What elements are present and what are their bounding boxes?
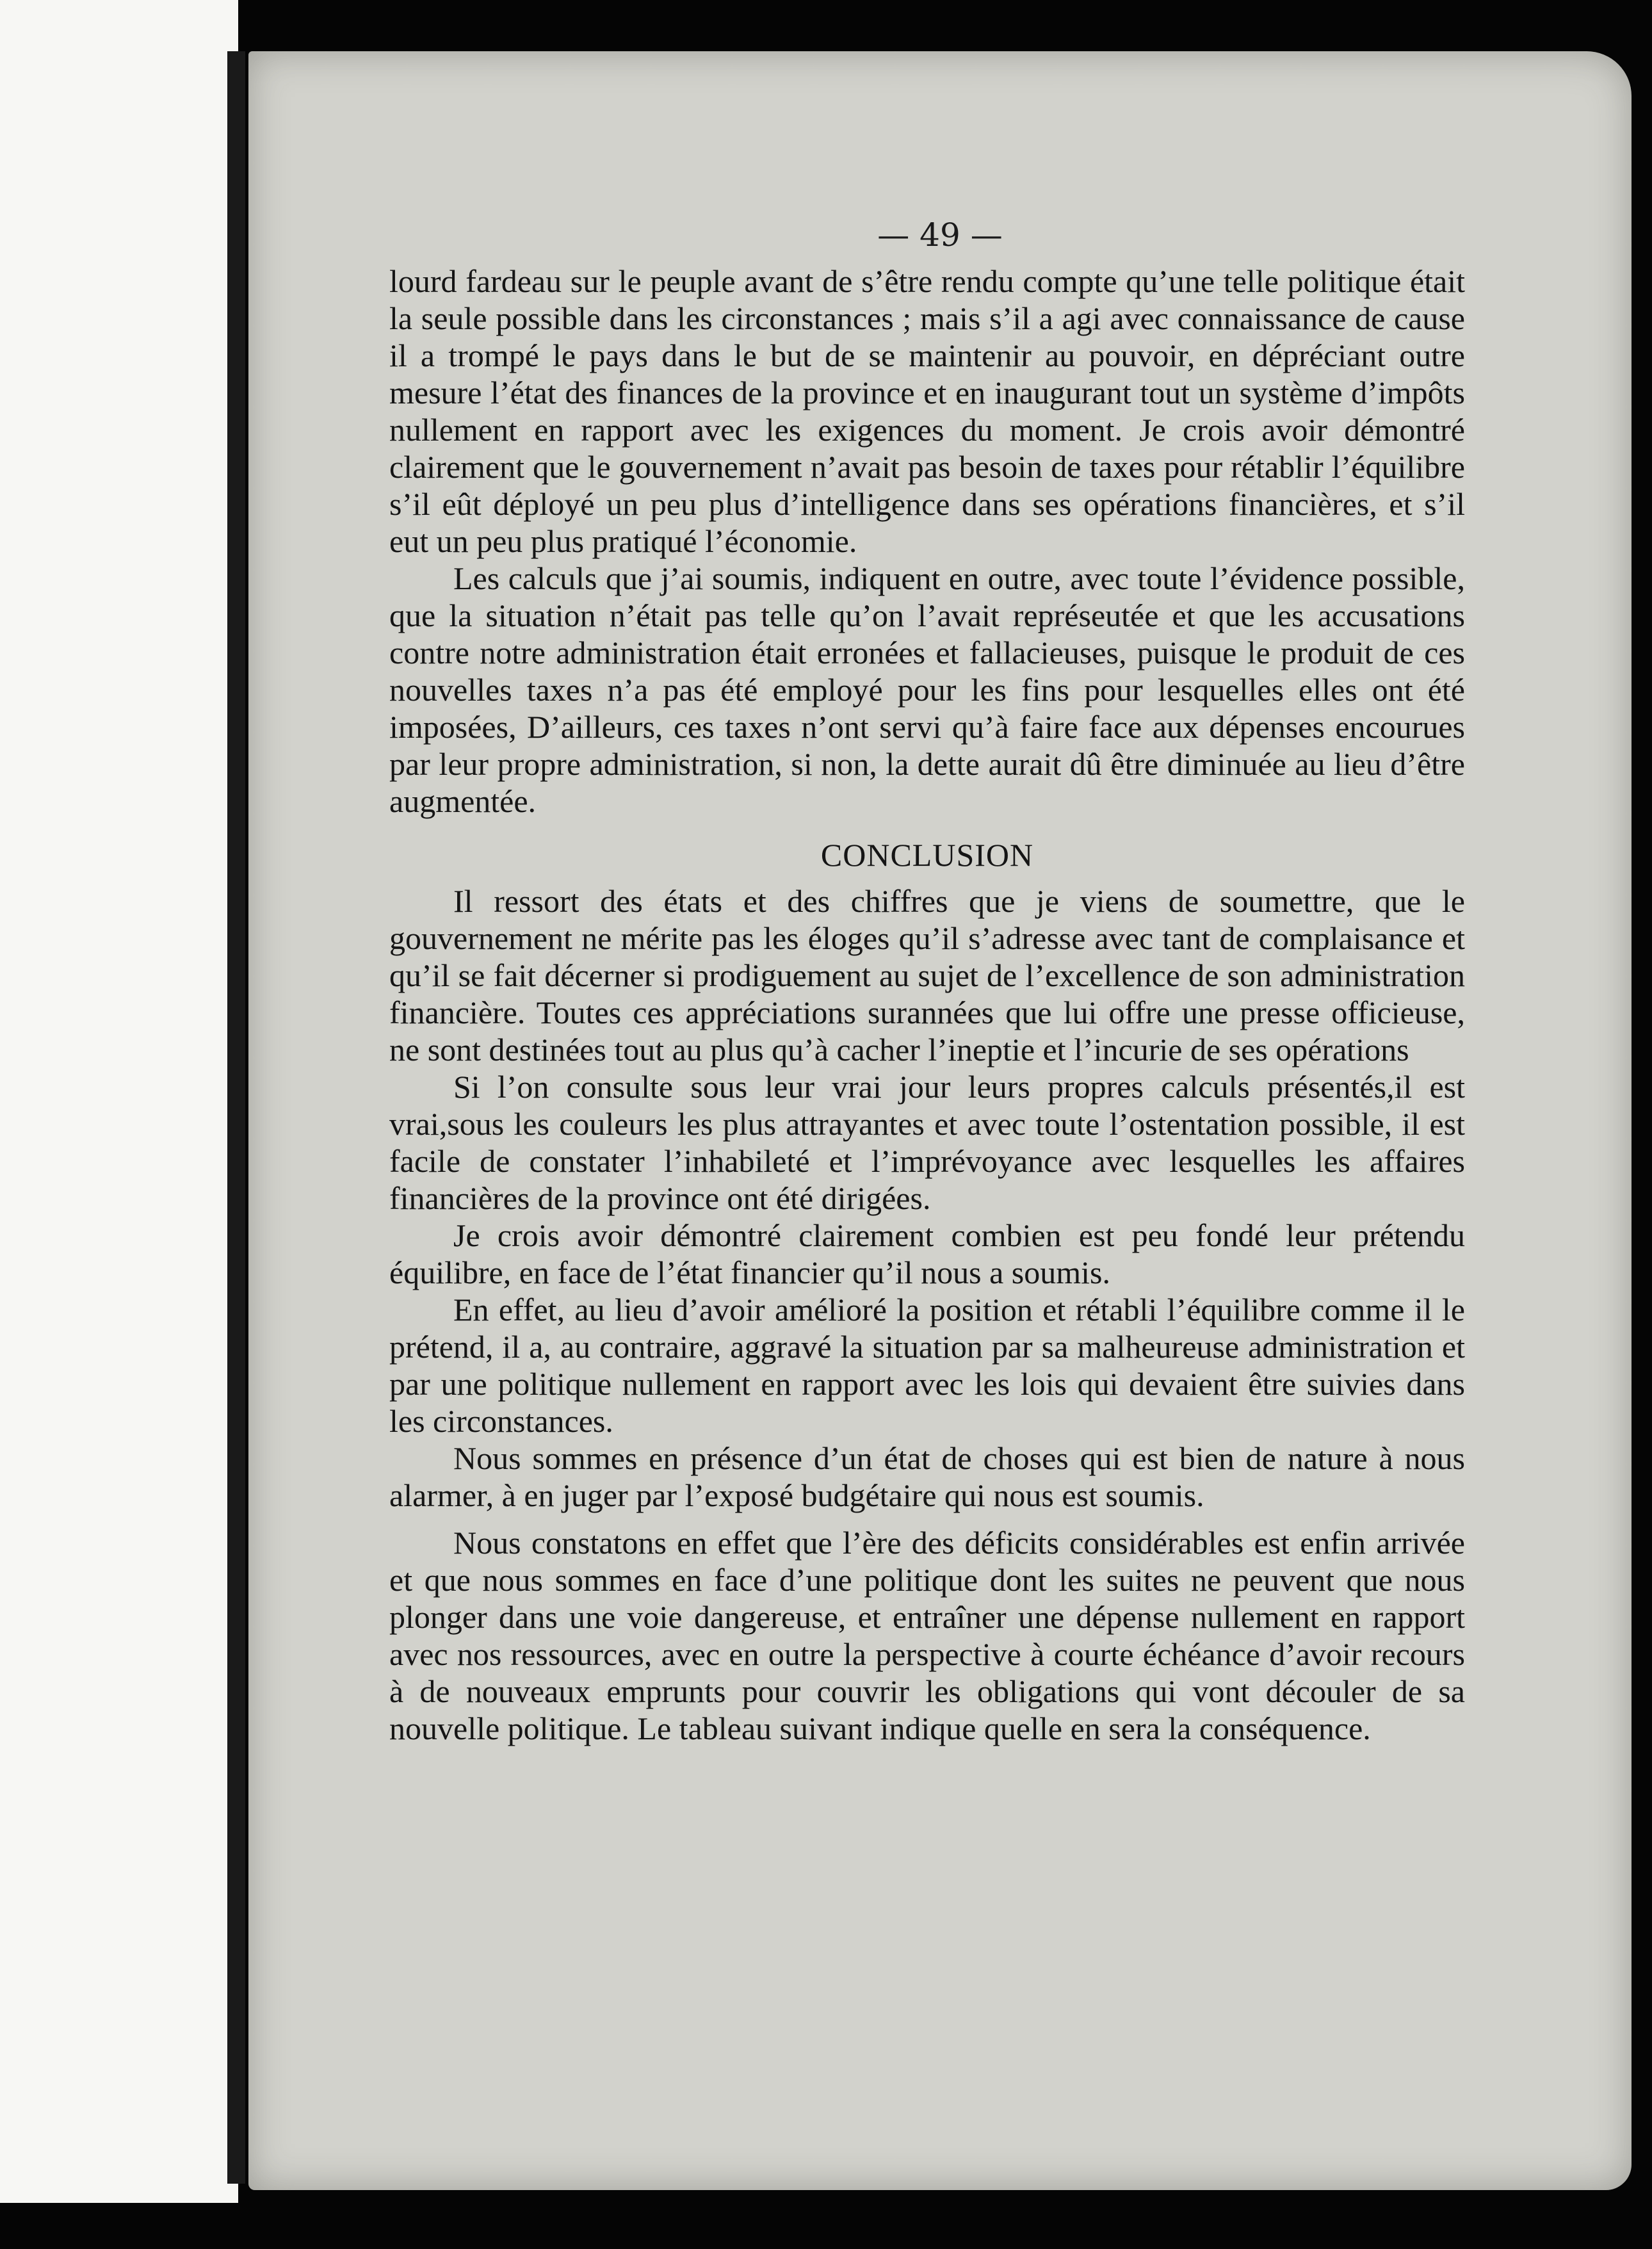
page-gutter [227,51,245,2184]
conclusion-paragraph-3: Je crois avoir démontré clairement combien est peu fondé leur prétendu équilibre, en face de l’état financier qu’il nous a soumis. [389,1217,1465,1290]
conclusion-paragraph-6: Nous constatons en effet que l’ère des déficits considérables est enfin arrivée et que nous sommes en face d’une politique dont les suites ne peuvent que nous plonger dans une voie dangereuse, et entraîner une dépense nullement en rapport avec nos ressources, avec en outre la perspective à courte échéance d’avoir recours à de nouveaux emprunts pour couvrir les obligations qui vont découler de sa nouvelle politique. Le tableau suivant indique quelle en sera la conséquence. [389,1525,1465,1746]
book-page [248,51,1632,2190]
facing-page-margin [0,0,238,2203]
paragraph-1: lourd fardeau sur le peuple avant de s’être rendu compte qu’une telle politique était la seule possible dans les circonstances ; mais s’il a agi avec connaissance de cause il a trompé le pays dans le but de se maintenir au pouvoir, en dépréciant outre mesure l’état des finances de la province et en inaugurant tout un système d’impôts nullement en rapport avec les exigences du moment. Je crois avoir démontré clairement que le gouvernement n’avait pas besoin de taxes pour rétablir l’équilibre s’il eût déployé un peu plus d’intelligence dans ses opérations financières, et s’il eut un peu plus pratiqué l’économie. [389,263,1465,559]
paragraph-2: Les calculs que j’ai soumis, indiquent en outre, avec toute l’évidence possible, que la situation n’était pas telle qu’on l’avait représeutée et que les accusations contre notre administration était erronées et fallacieuses, puisque le produit de ces nouvelles taxes n’a pas été employé pour les fins pour lesquelles elles ont été imposées, D’ailleurs, ces taxes n’ont servi qu’à faire face aux dépenses encourues par leur propre administration, si non, la dette aurait dû être diminuée au lieu d’être augmentée. [389,560,1465,819]
conclusion-paragraph-2: Si l’on consulte sous leur vrai jour leurs propres calculs présentés,il est vrai,sous les couleurs les plus attrayantes et avec toute l’ostentation possible, il est facile de constater l’inhabileté et l’imprévoyance avec lesquelles les affaires financières de la province ont été dirigées. [389,1069,1465,1216]
page-number: — 49 — [877,216,1003,254]
conclusion-paragraph-5: Nous sommes en présence d’un état de choses qui est bien de nature à nous alarmer, à en juger par l’exposé budgétaire qui nous est soumis. [389,1440,1465,1513]
section-heading: CONCLUSION [820,837,1034,873]
conclusion-paragraph-4: En effet, au lieu d’avoir amélioré la position et rétabli l’équilibre comme il le prétend, il a, au contraire, aggravé la situation par sa malheureuse administration et par une politique nullement en rapport avec les lois qui devaient être suivies dans les circonstances. [389,1292,1465,1439]
conclusion-paragraph-1: Il ressort des états et des chiffres que je viens de soumettre, que le gouvernement ne mérite pas les éloges qu’il s’adresse avec tant de complaisance et qu’il se fait décerner si prodiguement au sujet de l’excellence de son administration financière. Toutes ces appréciations surannées que lui offre une presse officieuse, ne sont destinées tout au plus qu’à cacher l’ineptie et l’incurie de ses opérations [389,883,1465,1068]
page-text [389,263,1465,1747]
